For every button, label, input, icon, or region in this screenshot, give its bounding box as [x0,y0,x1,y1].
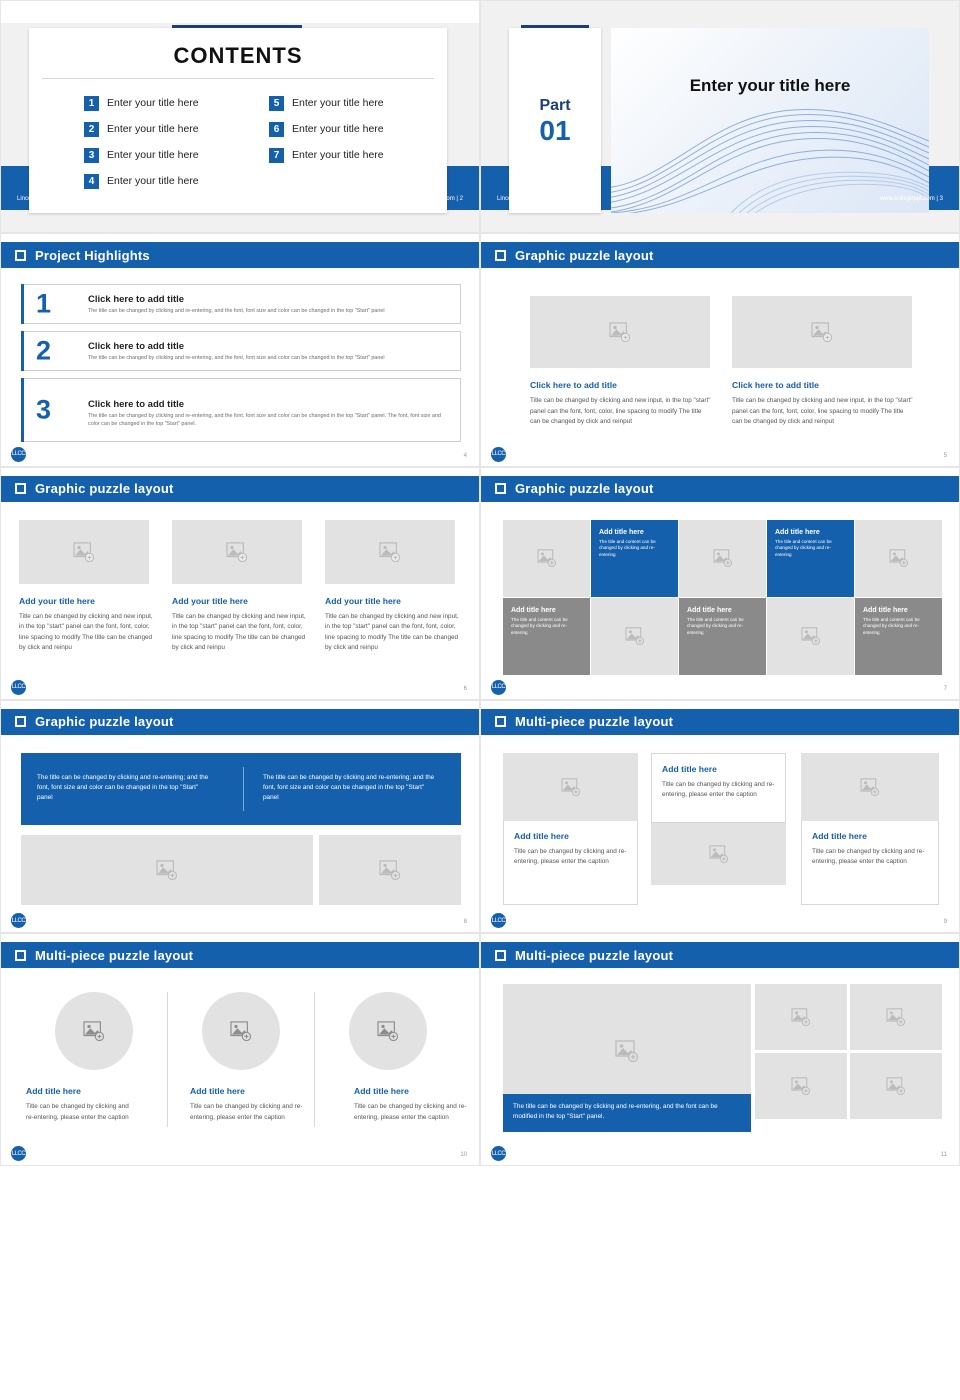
list-item[interactable] [84,142,253,168]
slide-header [1,942,479,968]
footer-org: Lincoln Land Community College [497,196,586,203]
item-number: 4 [84,174,99,189]
item-label: Enter your title here [292,149,384,161]
page-number: 4 [463,452,467,459]
image-placeholder[interactable] [503,753,638,821]
card-title: Add title here [190,1086,245,1097]
highlight-row[interactable] [21,378,461,442]
image-placeholder[interactable] [801,753,939,821]
circle-wrap [21,992,167,1070]
card-body: Title can be changed by clicking and new input, in the top "start" panel can the font, font, color, line spacing to modify The title can be changed by click and reinpu [172,612,306,652]
grid-cell-blue[interactable] [767,520,854,597]
page-number: 11 [940,1152,947,1159]
image-icon [537,549,557,567]
image-placeholder-circle[interactable] [349,992,427,1070]
item-number: 2 [84,122,99,137]
image-placeholder[interactable] [755,984,847,1050]
image-placeholder[interactable] [855,520,942,597]
slide-header [481,942,959,968]
slide-header [481,709,959,735]
slide-project-highlights [0,233,480,466]
highlight-row[interactable] [21,331,461,371]
caption-card[interactable] [801,821,939,905]
item-number: 6 [269,122,284,137]
slide-graphic-puzzle-grid [480,467,960,700]
card-body: Title can be changed by clicking and re-entering, please enter the caption [812,847,925,866]
part-title: Enter your title here [689,76,851,95]
image-placeholder[interactable] [172,520,302,584]
card-body: Title can be changed by clicking and re-entering, please enter the caption [26,1103,129,1121]
item-number: 1 [84,96,99,111]
square-icon [495,716,506,727]
header-title: Graphic puzzle layout [35,481,174,497]
list-item[interactable] [269,116,438,142]
cell-title: Add title here [511,606,556,614]
image-icon [83,1021,105,1041]
card-title: Add your title here [19,595,95,606]
card-body: Title can be changed by clicking and new input, in the top "start" panel can the font, font, color, line spacing to modify The title can be changed by click and reinpu [325,612,459,652]
header-title: Project Highlights [35,247,150,263]
logo-badge: LLCC [11,680,26,695]
image-icon [886,1077,906,1095]
image-placeholder[interactable] [850,984,942,1050]
panel-text: The title can be changed by clicking and re-entering; and the font, font size and color can be changed in the top "Start" panel [37,773,209,802]
part-card [509,28,601,213]
image-icon [73,542,95,562]
part-number: 01 [539,114,571,146]
header-title: Graphic puzzle layout [515,247,654,263]
cell-body: The title and content can be changed by clicking and re-entering [511,616,568,636]
header-title: Multi-piece puzzle layout [515,714,674,730]
image-icon [801,627,821,645]
image-icon [561,778,581,796]
card-title: Add title here [514,830,569,841]
footer-site-text: www.collegeppt.com [400,196,455,203]
highlight-row[interactable] [21,284,461,324]
grid-cell-gray[interactable] [679,598,766,675]
image-icon [889,549,909,567]
card-body: Title can be changed by clicking and re-entering, please enter the caption [662,780,775,799]
square-icon [15,483,26,494]
logo-badge: LLCC [491,680,506,695]
page-number: 6 [463,685,467,692]
logo-badge: LLCC [11,447,26,462]
grid-cell-gray[interactable] [503,598,590,675]
panel-divider [243,767,244,811]
footer-site: www.collegeppt.com | 2 [400,196,463,203]
row-body: The title can be changed by clicking and re-entering, and the font, font size and color can be changed in the top "Start" panel [88,355,385,362]
header-title: Multi-piece puzzle layout [35,947,194,963]
footer-site-text: www.collegeppt.com [880,196,935,203]
part-label: Part [539,96,571,114]
caption-card[interactable] [651,753,786,823]
item-label: Enter your title here [292,97,384,109]
square-icon [15,950,26,961]
part-banner [611,28,929,213]
cell-title: Add title here [863,606,908,614]
footer-site: www.collegeppt.com | 3 [880,196,943,203]
image-placeholder-circle[interactable] [202,992,280,1070]
list-item[interactable] [84,168,253,194]
image-icon [379,542,401,562]
list-item[interactable] [84,90,253,116]
image-placeholder[interactable] [591,598,678,675]
image-placeholder-circle[interactable] [55,992,133,1070]
card-body: Title can be changed by clicking and re-entering, please enter the caption [190,1103,303,1121]
footer-org: Lincoln Land Community College [17,196,106,203]
image-placeholder[interactable] [530,296,710,368]
caption-banner[interactable] [503,1094,751,1132]
card-title: Add title here [354,1086,409,1097]
title-divider [42,78,434,79]
item-label: Enter your title here [292,123,384,135]
text-panel[interactable] [21,753,461,825]
image-placeholder[interactable] [19,520,149,584]
image-icon [811,322,833,342]
item-label: Enter your title here [107,149,199,161]
page-number: 2 [459,196,463,203]
square-icon [495,250,506,261]
item-label: Enter your title here [107,175,199,187]
row-number: 3 [36,394,52,425]
row-number: 2 [36,335,52,366]
row-title: Click here to add title [88,399,185,411]
top-strip [1,1,479,23]
image-icon [609,322,631,342]
cell-body: The title and content can be changed by clicking and re-entering [599,538,656,558]
mosaic-grid [503,520,942,675]
contents-list [29,90,447,194]
slide-graphic-puzzle-text-top [0,700,480,933]
card-title: Add your title here [325,595,401,606]
slide-header [1,242,479,268]
card-title: Click here to add title [530,380,617,391]
logo-badge: LLCC [11,913,26,928]
slide-multi-piece-mosaic [480,933,960,1166]
image-placeholder[interactable] [732,296,912,368]
slide-multi-piece-1 [480,700,960,933]
page-number: 3 [939,196,943,203]
slide-contents [0,0,480,233]
cell-title: Add title here [775,528,820,536]
image-placeholder[interactable] [319,835,461,905]
slide-part-divider [480,0,960,233]
image-icon [713,549,733,567]
square-icon [495,950,506,961]
slide-graphic-puzzle-3col [0,467,480,700]
cell-title: Add title here [687,606,732,614]
cell-body: The title and content can be changed by clicking and re-entering [687,616,744,636]
page-number: 10 [460,1152,467,1159]
item-number: 5 [269,96,284,111]
image-icon [230,1021,252,1041]
circle-wrap [168,992,314,1070]
card-title: Add title here [662,763,717,774]
image-icon [860,778,880,796]
item-label: Enter your title here [107,123,199,135]
row-number: 1 [36,288,52,319]
image-placeholder[interactable] [767,598,854,675]
panel-text: The title can be changed by clicking and re-entering; and the font, font size and color can be changed in the top "Start" panel [263,773,435,802]
card-title: Add title here [812,830,867,841]
row-title: Click here to add title [88,341,185,353]
logo-badge: LLCC [491,913,506,928]
image-placeholder[interactable] [503,520,590,597]
item-number: 7 [269,148,284,163]
image-placeholder[interactable] [651,823,786,885]
circle-wrap [315,992,461,1070]
image-placeholder[interactable] [679,520,766,597]
image-icon [791,1077,811,1095]
page-number: 8 [463,919,467,926]
header-title: Graphic puzzle layout [35,714,174,730]
list-item[interactable] [269,142,438,168]
image-icon [886,1008,906,1026]
card-title: Add title here [26,1086,81,1097]
caption-text: The title can be changed by clicking and re-entering, and the font can be modified in the top "Start" panel. [513,1103,718,1121]
grid-cell-gray[interactable] [855,598,942,675]
image-icon [791,1008,811,1026]
page-title: CONTENTS [173,43,303,68]
logo-badge: LLCC [491,447,506,462]
slide-header [1,476,479,502]
contents-card [29,28,447,213]
cell-title: Add title here [599,528,644,536]
caption-card[interactable] [503,821,638,905]
image-icon [709,845,729,863]
card-body: Title can be changed by clicking and new input, in the top "start" panel can the font, font, color, line spacing to modify The title can be changed by click and reinpu [19,612,153,652]
bottom-white-bar [1,210,479,232]
square-icon [15,716,26,727]
square-icon [15,250,26,261]
logo-badge: LLCC [491,1146,506,1161]
image-placeholder[interactable] [21,835,313,905]
card-body: Title can be changed by clicking and new input, in the top "start" panel can the font, font, color, line spacing to modify The title can be changed by click and reinput [530,397,711,426]
image-icon [156,860,178,880]
image-icon [377,1021,399,1041]
grid-cell-blue[interactable] [591,520,678,597]
header-title: Graphic puzzle layout [515,481,654,497]
page-number: 7 [943,685,947,692]
slide-header [1,709,479,735]
image-placeholder[interactable] [850,1053,942,1119]
image-icon [226,542,248,562]
square-icon [495,483,506,494]
page-number: 5 [943,452,947,459]
card-title: Click here to add title [732,380,819,391]
row-title: Click here to add title [88,294,185,306]
slide-multi-piece-circles [0,933,480,1166]
image-icon [615,1040,639,1062]
card-title: Add your title here [172,595,248,606]
image-placeholder[interactable] [325,520,455,584]
page-number: 9 [943,919,947,926]
card-body: Title can be changed by clicking and re-entering, please enter the caption [514,847,627,866]
list-item[interactable] [84,116,253,142]
slide-header [481,242,959,268]
cell-body: The title and content can be changed by clicking and re-entering [775,538,832,558]
slide-graphic-puzzle-2col [480,233,960,466]
image-icon [379,860,401,880]
image-placeholder[interactable] [755,1053,847,1119]
list-item[interactable] [269,90,438,116]
logo-badge: LLCC [11,1146,26,1161]
cell-body: The title and content can be changed by clicking and re-entering [863,616,920,636]
row-body: The title can be changed by clicking and re-entering, and the font, font size and color can be changed in the top "Start" panel [88,308,385,315]
item-number: 3 [84,148,99,163]
card-body: Title can be changed by clicking and re-entering, please enter the caption [354,1103,467,1121]
item-label: Enter your title here [107,97,199,109]
image-icon [625,627,645,645]
card-body: Title can be changed by clicking and new input, in the top "start" panel can the font, font, color, line spacing to modify The title can be changed by click and reinput [732,397,913,426]
row-body: The title can be changed by clicking and re-entering, and the font, font size and color can be changed in the top "Start" panel. The font, font size and color can be changed in the top "Start" panel. [88,413,441,428]
slide-header [481,476,959,502]
header-title: Multi-piece puzzle layout [515,947,674,963]
